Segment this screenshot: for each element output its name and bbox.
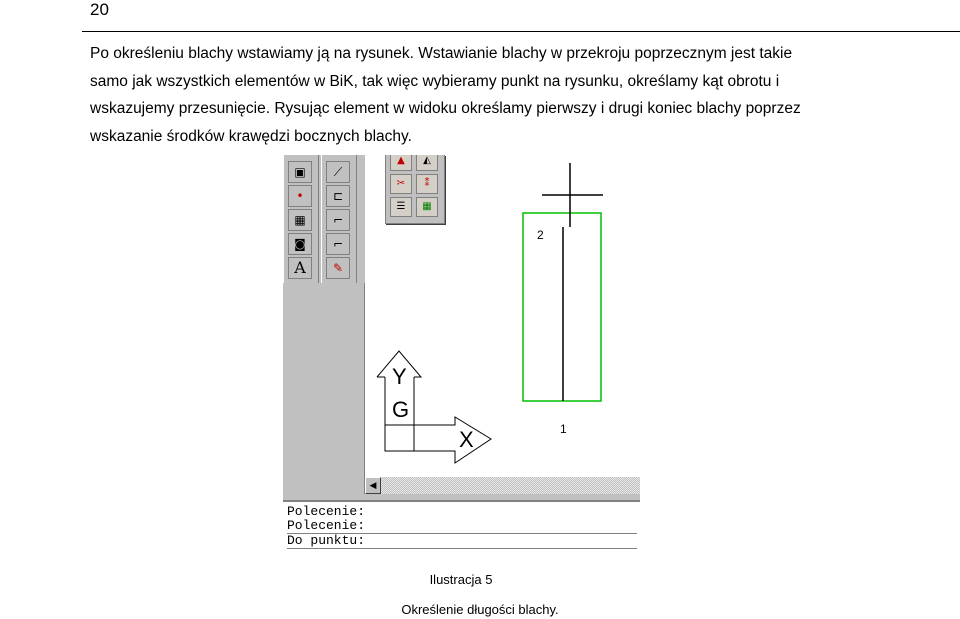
tool-point-icon[interactable]: •	[288, 185, 312, 207]
ucs-y-label: Y	[392, 364, 407, 389]
tool-line-icon[interactable]: ⟋	[326, 161, 350, 183]
sidebar-background	[283, 283, 365, 494]
tool-chamfer-icon[interactable]: ⌐	[326, 209, 350, 231]
palette-cut-icon[interactable]: ✂	[390, 174, 412, 194]
ucs-g-label: G	[392, 397, 410, 422]
tool-palette	[385, 155, 445, 224]
point-label-2: 2	[537, 228, 544, 242]
palette-section-icon[interactable]: ▲	[390, 155, 412, 171]
tool-shape-icon[interactable]: ▣	[288, 161, 312, 183]
tool-trim-icon[interactable]: ⊏	[326, 185, 350, 207]
command-line: Do punktu:	[287, 534, 637, 549]
tool-fillet-icon[interactable]: ⌐	[326, 233, 350, 255]
tool-region-icon[interactable]: ◙	[288, 233, 312, 255]
horizontal-scrollbar[interactable]	[365, 477, 640, 494]
command-line: Polecenie:	[287, 519, 637, 534]
paragraph-line: wskazujemy przesunięcie. Rysując element w widoku określamy pierwszy i drugi koniec blachy poprzez	[90, 100, 801, 117]
scroll-left-button[interactable]: ◀	[365, 477, 381, 494]
tool-hatch-icon[interactable]: ▦	[288, 209, 312, 231]
figure-caption-label: Ilustracja 5	[429, 572, 493, 587]
paragraph-line: samo jak wszystkich elementów w BiK, tak więc wybieramy punkt na rysunku, określamy kąt obrotu i	[90, 72, 780, 90]
plate-outline	[523, 213, 601, 401]
header-rule	[82, 31, 960, 32]
paragraph-line: Po określeniu blachy wstawiamy ją na rysunek. Wstawianie blachy w przekroju poprzecznym jest takie	[90, 45, 793, 62]
palette-table-icon[interactable]: ▦	[416, 197, 438, 217]
page-number: 20	[90, 0, 109, 19]
point-label-1: 1	[560, 422, 567, 436]
cad-screenshot	[283, 155, 640, 557]
paragraph-line: wskazanie środków krawędzi bocznych blachy.	[90, 127, 412, 145]
palette-weld-icon[interactable]: ⁑	[416, 174, 438, 194]
toolbar-column-right	[321, 155, 357, 283]
body-paragraph	[90, 40, 940, 150]
command-line-area[interactable]	[283, 500, 640, 557]
palette-list-icon[interactable]: ☰	[390, 197, 412, 217]
palette-angle-icon[interactable]: ◭	[416, 155, 438, 171]
tool-text-icon[interactable]: A	[288, 257, 312, 279]
toolbar-column-left	[283, 155, 319, 283]
tool-explode-icon[interactable]: ✎	[326, 257, 350, 279]
command-line: Polecenie:	[287, 504, 366, 519]
ucs-x-label: X	[459, 427, 474, 452]
figure-caption-text: Określenie długości blachy.	[401, 602, 559, 617]
